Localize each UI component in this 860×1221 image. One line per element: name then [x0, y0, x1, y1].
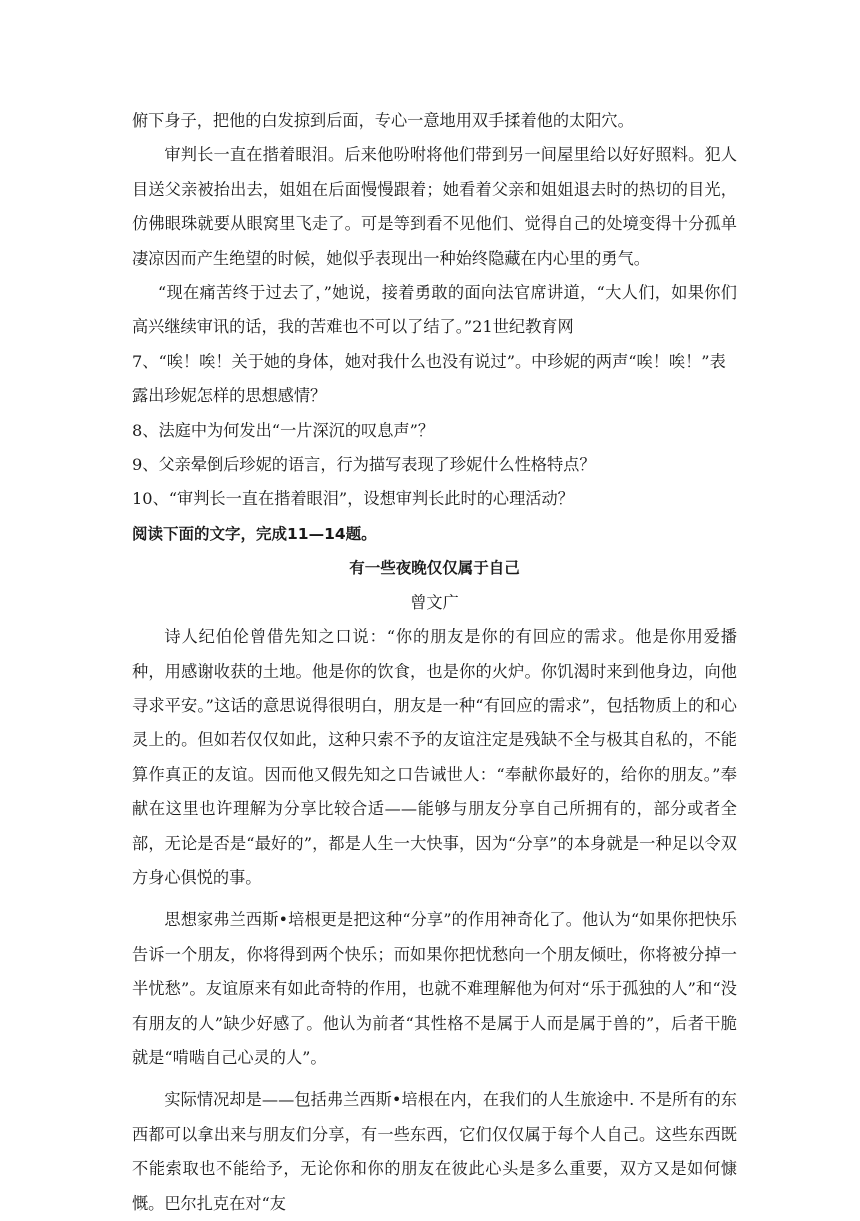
paragraph-gap	[132, 895, 737, 903]
paragraph-gap	[132, 1075, 737, 1083]
document-body	[132, 104, 737, 1221]
reading-instruction: 阅读下面的文字，完成11—14题。	[132, 524, 377, 543]
passage2-paragraph-3: 实际情况却是——包括弗兰西斯•培根在内，在我们的人生旅途中. 不是所有的东西都可以拿出来与朋友们分享，有一些东西，它们仅仅属于每个人自己。这些东西既不能索取也不能给予，无论你和你的朋友在彼此心头是多么重要，双方又是如何慷慨。巴尔扎克在对“友	[132, 1090, 737, 1213]
question-7: 7、“唉！唉！关于她的身体，她对我什么也没有说过”。中珍妮的两声“唉！唉！”表露出珍妮怎样的思想感情？	[132, 351, 726, 406]
passage1-paragraph-2: 审判长一直在揩着眼泪。后来他吩咐将他们带到另一间屋里给以好好照料。犯人目送父亲被抬出去，姐姐在后面慢慢跟着；她看着父亲和姐姐退去时的热切的目光，仿佛眼珠就要从眼窝里飞走了。可是等到看不见他们、觉得自己的处境变得十分孤单凄凉因而产生绝望的时候，她似乎表现出一种始终隐藏在内心里的勇气。	[132, 145, 737, 268]
question-10: 10、“审判长一直在揩着眼泪”，设想审判长此时的心理活动？	[132, 489, 574, 509]
question-8: 8、法庭中为何发出“一片深沉的叹息声”？	[132, 420, 435, 440]
passage1-paragraph-1: 俯下身子，把他的白发掠到后面，专心一意地用双手揉着他的太阳穴。	[132, 111, 634, 130]
question-9: 9、父亲晕倒后珍妮的语言，行为描写表现了珍妮什么性格特点？	[132, 455, 596, 475]
passage1-paragraph-3: “现在痛苦终于过去了，”她说，接着勇敢的面向法官席讲道，“大人们，如果你们高兴继续审讯的话，我的苦难也不可以了结了。”21世纪教育网	[132, 283, 737, 337]
passage2-paragraph-1: 诗人纪伯伦曾借先知之口说：“你的朋友是你的有回应的需求。他是你用爱播种，用感谢收获的土地。他是你的饮食，也是你的火炉。你饥渴时来到他身边，向他寻求平安。”这话的意思说得很明白，朋友是一种“有回应的需求”，包括物质上的和心灵上的。但如若仅仅如此，这种只索不予的友谊注定是残缺不全与极其自私的，不能算作真正的友谊。因而他又假先知之口告诫世人：“奉献你最好的，给你的朋友。”奉献在这里也许理解为分享比较合适——能够与朋友分享自己所拥有的，部分或者全部，无论是否是“最好的”，都是人生一大快事，因为“分享”的本身就是一种足以令双方身心俱悦的事。	[132, 627, 737, 887]
passage-author: 曾文广	[410, 592, 459, 612]
passage-title: 有一些夜晚仅仅属于自己	[349, 559, 520, 578]
passage2-paragraph-2: 思想家弗兰西斯•培根更是把这种“分享”的作用神奇化了。他认为“如果你把快乐告诉一个朋友，你将得到两个快乐；而如果你把忧愁向一个朋友倾吐，你将被分掉一半忧愁”。友谊原来有如此奇特的作用，也就不难理解他为何对“乐于孤独的人”和“没有朋友的人”缺少好感了。他认为前者“其性格不是属于人而是属于兽的”，后者干脆就是“啃啮自己心灵的人”。	[132, 910, 737, 1067]
